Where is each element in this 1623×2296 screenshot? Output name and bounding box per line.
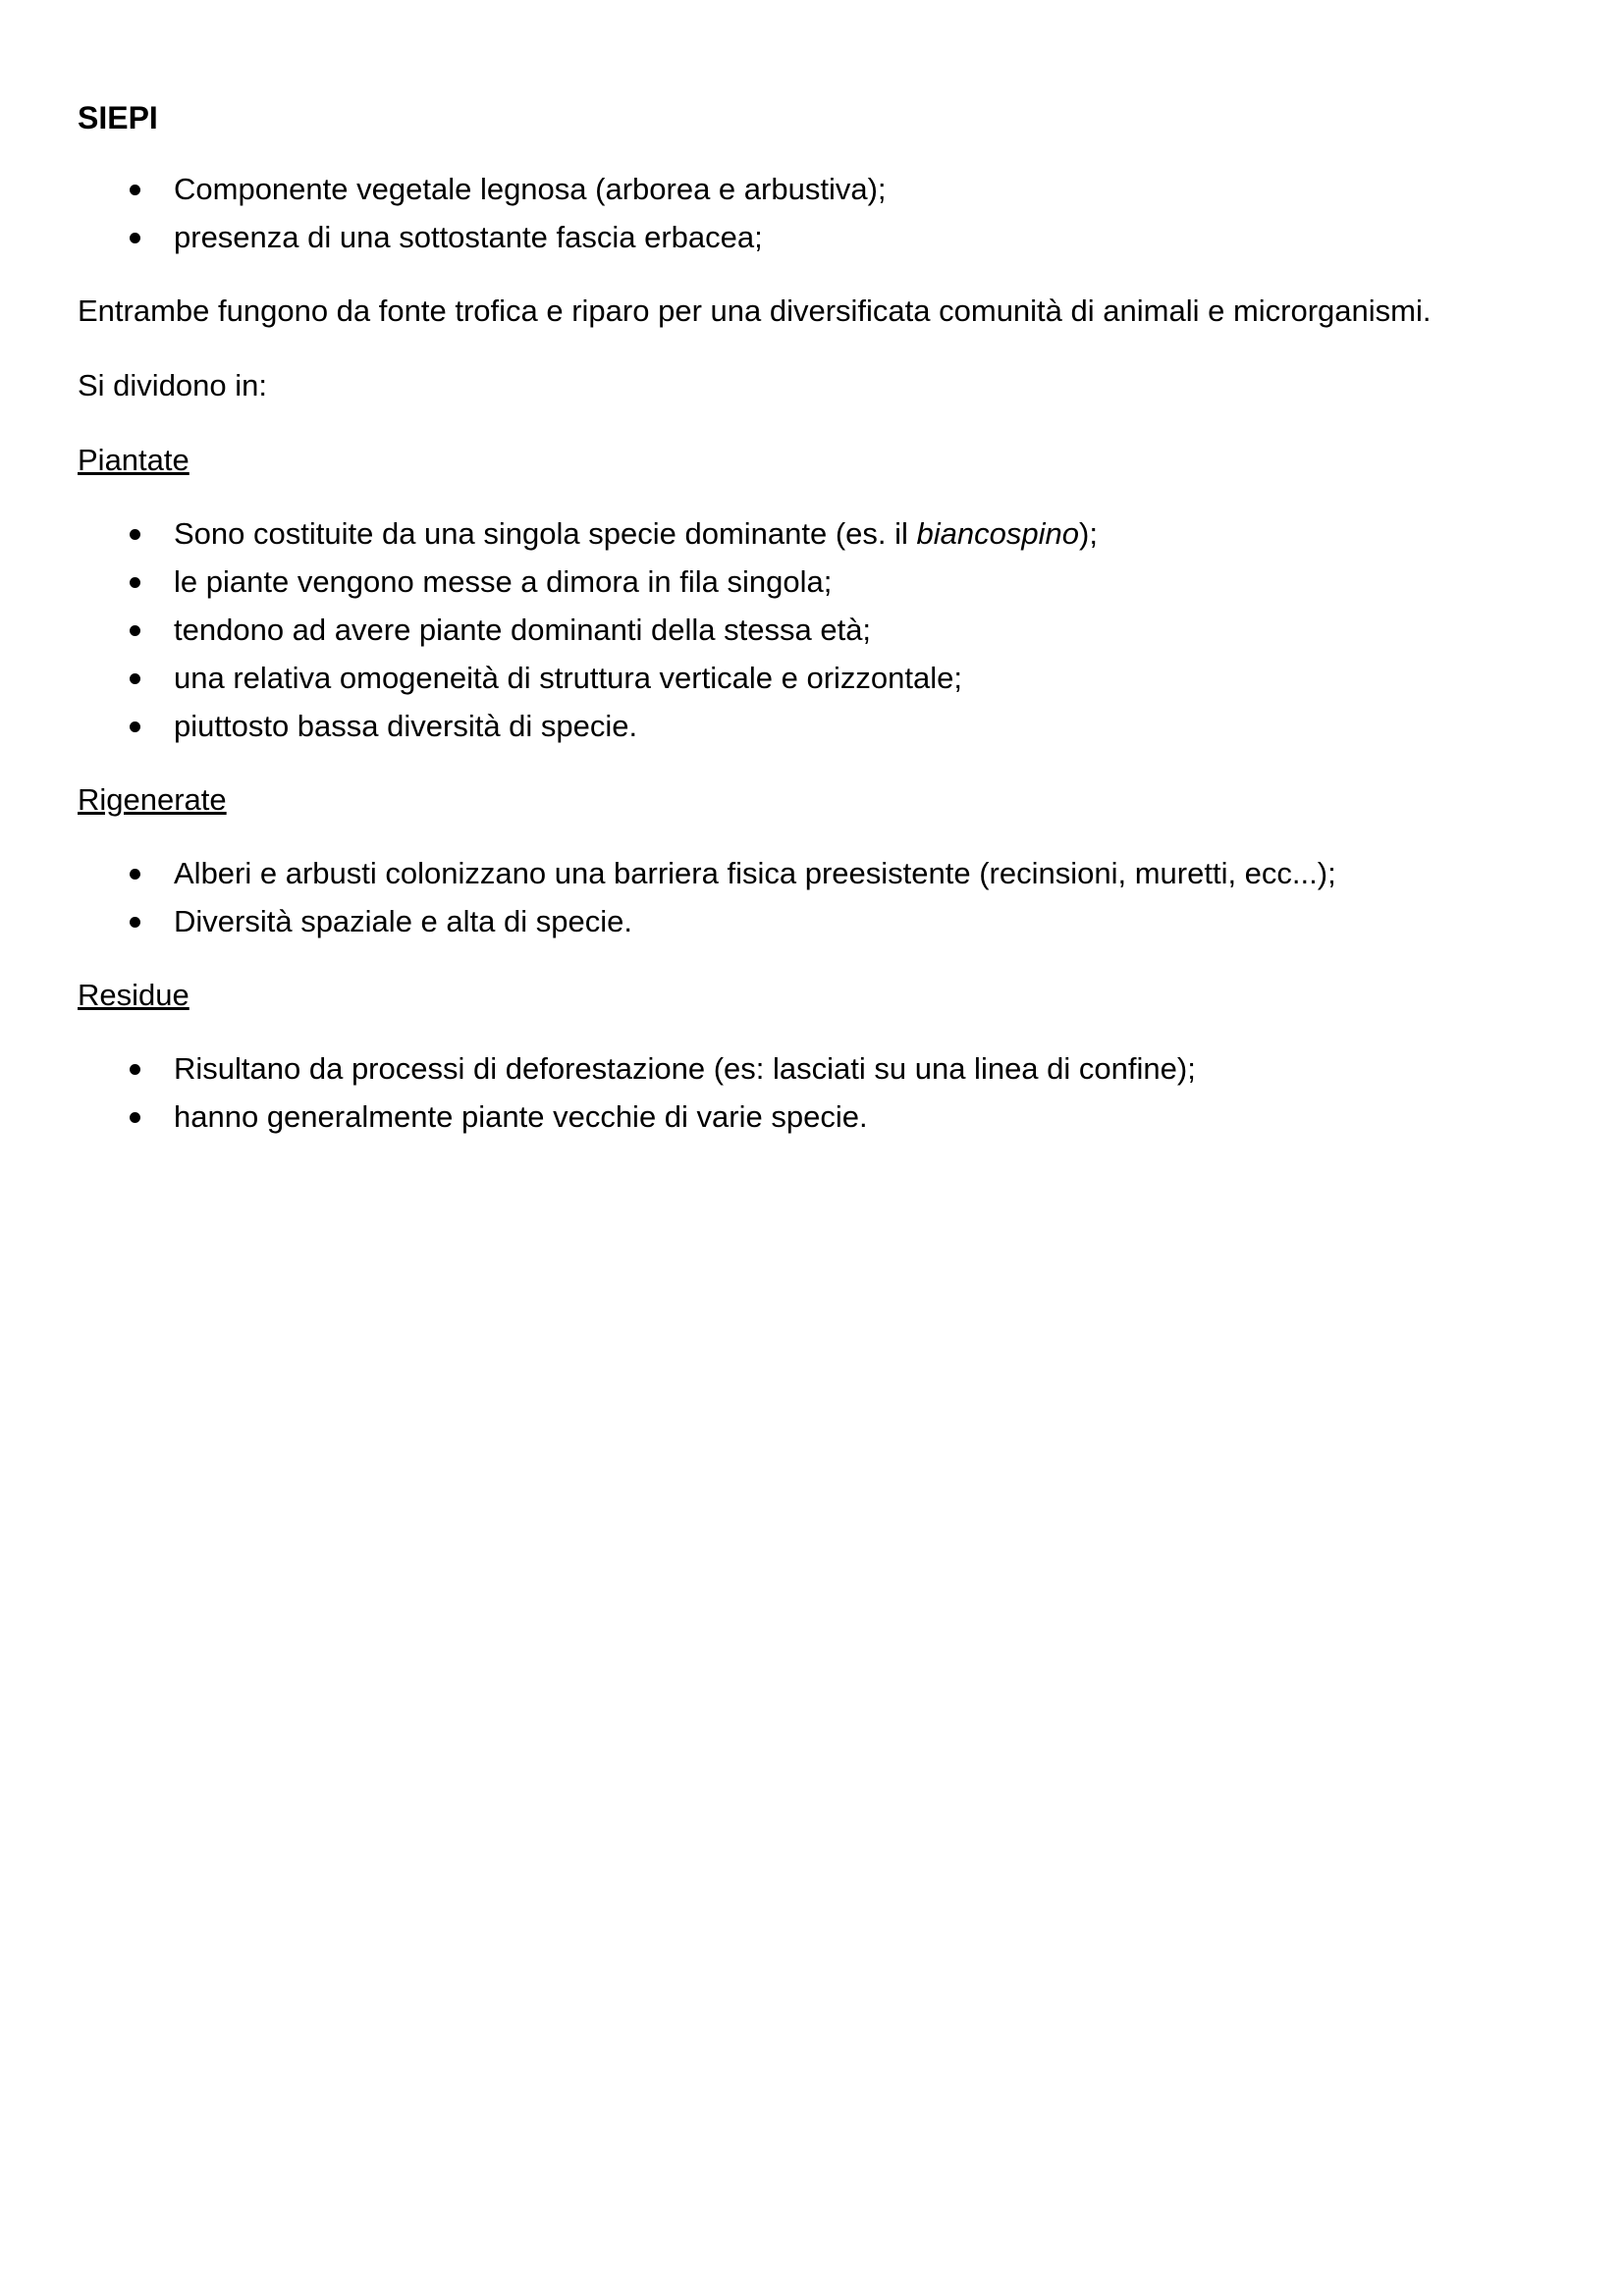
bullet-dot-icon [130, 1112, 140, 1123]
list-item: le piante vengono messe a dimora in fila singola; [78, 558, 1531, 606]
bullet-dot-icon [130, 233, 140, 243]
paragraph-description: Entrambe fungono da fonte trofica e riparo per una diversificata comunità di animali e microrganismi. [78, 294, 1432, 328]
list-item: una relativa omogeneità di struttura verticale e orizzontale; [78, 654, 1531, 702]
list-item: presenza di una sottostante fascia erbacea; [78, 213, 1531, 261]
list-item: Risultano da processi di deforestazione (es: lasciati su una linea di confine); [78, 1044, 1531, 1093]
bullet-dot-icon [130, 185, 140, 195]
list-item: piuttosto bassa diversità di specie. [78, 702, 1531, 750]
intro-bullet-list [78, 165, 1531, 261]
list-item: tendono ad avere piante dominanti della stessa età; [78, 606, 1531, 654]
bullet-dot-icon [130, 917, 140, 928]
section-heading-rigenerate: Rigenerate [78, 782, 227, 817]
bullet-dot-icon [130, 1064, 140, 1075]
list-item: Componente vegetale legnosa (arborea e arbustiva); [78, 165, 1531, 213]
bullet-dot-icon [130, 529, 140, 540]
list-item: Sono costituite da una singola specie dominante (es. il biancospino); [78, 509, 1531, 558]
bullet-dot-icon [130, 577, 140, 588]
piantate-bullet-list [78, 509, 1531, 750]
bullet-dot-icon [130, 869, 140, 880]
section-heading-piantate: Piantate [78, 443, 189, 477]
bullet-dot-icon [130, 673, 140, 684]
list-item: hanno generalmente piante vecchie di varie specie. [78, 1093, 1531, 1141]
list-item: Alberi e arbusti colonizzano una barriera fisica preesistente (recinsioni, muretti, ecc...); [78, 849, 1531, 897]
bullet-dot-icon [130, 625, 140, 636]
rigenerate-bullet-list [78, 849, 1531, 945]
paragraph-division: Si dividono in: [78, 368, 268, 402]
list-item: Diversità spaziale e alta di specie. [78, 897, 1531, 945]
residue-bullet-list [78, 1044, 1531, 1141]
document-body [78, 98, 1531, 1141]
document-title: SIEPI [78, 100, 158, 135]
section-heading-residue: Residue [78, 978, 189, 1012]
bullet-dot-icon [130, 721, 140, 732]
